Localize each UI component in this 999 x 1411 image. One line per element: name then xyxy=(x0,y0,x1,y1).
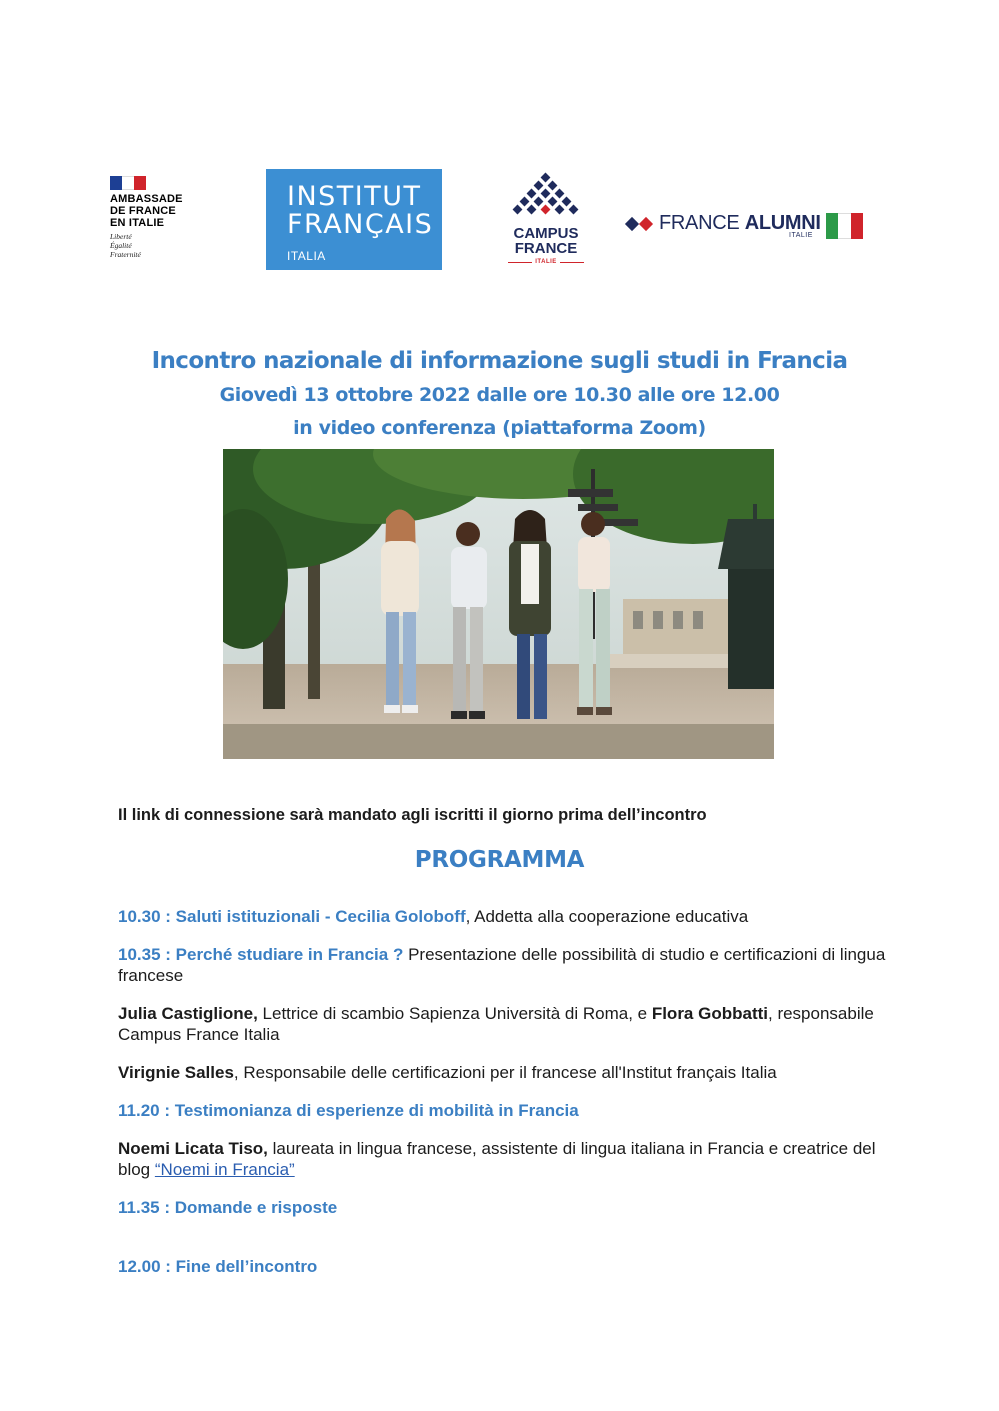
motto-egalite: Égalité xyxy=(110,241,132,250)
event-date: Giovedì 13 ottobre 2022 dalle ore 10.30 alle ore 12.00 xyxy=(219,384,780,406)
item-time: 11.20 : Testimonianza di esperienze di mobilità in Francia xyxy=(118,1101,579,1120)
ambassade-line-3: EN ITALIE xyxy=(110,217,165,229)
campus-france-logo xyxy=(500,172,592,270)
students-walking-image xyxy=(223,449,774,759)
item-time: 10.30 : Saluti istituzionali - Cecilia Goloboff xyxy=(118,907,466,926)
campus-logo-line-2: FRANCE xyxy=(514,240,578,257)
item-time: 10.35 : Perché studiare in Francia ? xyxy=(118,945,404,964)
blog-link[interactable]: “Noemi in Francia” xyxy=(154,1160,295,1179)
speaker-text: laureata in lingua francese, assistente di lingua italiana in Francia e creatrice del blog xyxy=(118,1139,876,1179)
programma-item-1030 xyxy=(118,906,888,927)
speaker-castiglione-gobbatti xyxy=(118,1003,888,1045)
campus-diamond-icon xyxy=(500,172,592,226)
speaker-name: Julia Castiglione, xyxy=(118,1004,258,1023)
alumni-name-bold: ALUMNI xyxy=(744,212,821,234)
motto-fraternite: Fraternité xyxy=(110,250,141,259)
speaker-name: Noemi Licata Tiso, xyxy=(118,1139,268,1158)
programma-item-1135 xyxy=(118,1197,888,1218)
programma-item-1120 xyxy=(118,1100,888,1121)
event-title: Incontro nazionale di informazione sugli studi in Francia xyxy=(151,348,848,374)
item-time: 11.35 : Domande e risposte xyxy=(118,1198,338,1217)
institut-logo-line-3: ITALIA xyxy=(287,249,326,263)
speaker-text: , Responsabile delle certificazioni per il francese all'Institut français Italia xyxy=(233,1063,777,1082)
speaker-licata-tiso xyxy=(118,1138,888,1180)
italian-flag-icon xyxy=(826,213,863,239)
programma-item-1200 xyxy=(118,1256,888,1277)
item-text: Presentazione delle possibilità di studio e certificazioni di lingua francese xyxy=(118,945,886,985)
ambassade-line-1: AMBASSADE xyxy=(110,193,183,205)
alumni-logo-sub: ITALIE xyxy=(789,232,813,239)
programma-item-1035 xyxy=(118,944,888,986)
event-mode: in video conferenza (piattaforma Zoom) xyxy=(293,417,706,439)
item-time: 12.00 : Fine dell’incontro xyxy=(118,1257,318,1276)
institut-francais-logo xyxy=(266,169,442,270)
ambassade-motto xyxy=(110,232,230,259)
ambassade-line-2: DE FRANCE xyxy=(110,205,176,217)
institut-logo-line-2: FRANÇAIS xyxy=(287,209,434,240)
institut-logo-line-1: INSTITUT xyxy=(287,181,422,212)
speaker-name: Virignie Salles xyxy=(118,1063,234,1082)
motto-liberte: Liberté xyxy=(110,232,132,241)
item-text: , Addetta alla cooperazione educativa xyxy=(465,907,749,926)
campus-logo-line-1: CAMPUS xyxy=(513,225,579,242)
campus-rule-right xyxy=(560,262,584,263)
alumni-name-regular: FRANCE xyxy=(659,212,745,234)
speaker-salles xyxy=(118,1062,888,1083)
france-alumni-logo xyxy=(624,210,866,242)
ambassade-logo xyxy=(110,176,230,259)
programma-heading: PROGRAMMA xyxy=(414,847,585,873)
alumni-logo-name xyxy=(659,212,821,234)
speaker-text: , responsabile Campus France Italia xyxy=(118,1004,874,1044)
campus-logo-line-3: ITALIE xyxy=(535,259,557,265)
students-photo xyxy=(223,449,774,759)
alumni-diamonds-icon xyxy=(624,210,658,242)
french-flag-icon xyxy=(110,176,146,190)
speaker-text: Lettrice di scambio Sapienza Università di Roma, e xyxy=(257,1004,652,1023)
speaker-name: Flora Gobbatti xyxy=(651,1004,768,1023)
connection-note: Il link di connessione sarà mandato agli iscritti il giorno prima dell’incontro xyxy=(118,806,707,824)
